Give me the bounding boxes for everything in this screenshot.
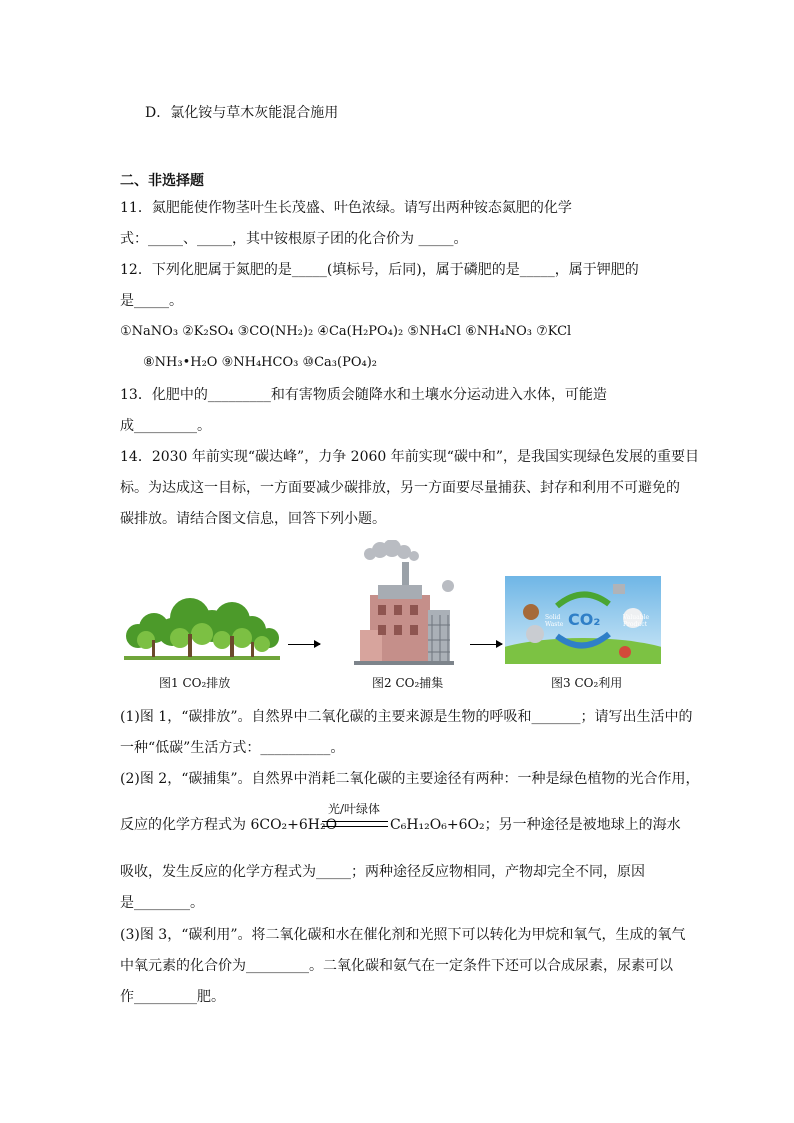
double-line-icon [322, 821, 388, 827]
q11-line2: 式：_____、_____，其中铵根原子团的化合价为 _____。 [120, 231, 468, 247]
q11-line1: 11．氮肥能使作物茎叶生长茂盛、叶色浓绿。请写出两种铵态氮肥的化学 [120, 200, 572, 216]
q12-line1: 12．下列化肥属于氮肥的是_____(填标号，后同)，属于磷肥的是_____，属于钾肥的 [120, 262, 639, 278]
figure2-caption: 图2 CO₂捕集 [372, 676, 444, 690]
figure3-caption: 图3 CO₂利用 [551, 676, 623, 690]
sub3-line1: (3)图 3，“碳利用”。将二氧化碳和水在催化剂和光照下可以转化为甲烷和氧气，生成的氧气 [120, 927, 686, 943]
sub3-line3: 作_________肥。 [120, 989, 225, 1005]
sub2-line4: 是________。 [120, 895, 204, 911]
factory-image [340, 540, 462, 667]
q13-line1: 13．化肥中的_________和有害物质会随降水和土壤水分运动进入水体，可能造 [120, 387, 607, 403]
co2-utilization-image [505, 576, 661, 664]
sub2-line1: (2)图 2，“碳捕集”。自然界中消耗二氧化碳的主要途径有两种：一种是绿色植物的光合作用， [120, 771, 700, 787]
q12-line2: 是_____。 [120, 293, 183, 309]
forest-image [124, 590, 280, 662]
sub2-eq-prefix: 反应的化学方程式为 6CO₂+6H₂O [120, 817, 338, 833]
q14-line1: 14．2030 年前实现“碳达峰”，力争 2060 年前实现“碳中和”，是我国实现绿色发展的重要目 [120, 449, 700, 465]
q12-options-row2: ⑧NH₃•H₂O ⑨NH₄HCO₃ ⑩Ca₃(PO₄)₂ [143, 355, 377, 370]
sub2-eq-suffix: C₆H₁₂O₆+6O₂；另一种途径是被地球上的海水 [390, 817, 681, 833]
q14-line3: 碳排放。请结合图文信息，回答下列小题。 [120, 511, 386, 527]
co2-label: CO₂ [568, 610, 601, 629]
figure1-caption: 图1 CO₂排放 [159, 676, 231, 690]
section-title: 二、非选择题 [120, 173, 204, 189]
q12-options-row1: ①NaNO₃ ②K₂SO₄ ③CO(NH₂)₂ ④Ca(H₂PO₄)₂ ⑤NH₄Cl ⑥NH₄NO₃ ⑦KCl [120, 324, 572, 339]
q13-line2: 成_________。 [120, 418, 211, 434]
solid-waste-label: Solid Waste [545, 614, 564, 628]
arrow-right-icon [470, 644, 502, 645]
sub1-line2: 一种“低碳”生活方式：__________。 [120, 740, 345, 756]
option-d: D．氯化铵与草木灰能混合施用 [145, 105, 339, 121]
sub1-line1: (1)图 1，“碳排放”。自然界中二氧化碳的主要来源是生物的呼吸和_______；请写出生活中的 [120, 709, 693, 725]
sub3-line2: 中氧元素的化合价为_________。二氧化碳和氨气在一定条件下还可以合成尿素，尿素可以 [120, 958, 673, 974]
q14-line2: 标。为达成这一目标，一方面要减少碳排放，另一方面要尽量捕获、封存和利用不可避免的 [120, 480, 680, 496]
eq-condition: 光/叶绿体 [327, 802, 381, 816]
arrow-right-icon [288, 644, 320, 645]
valuable-product-label: Valuable Product [623, 614, 650, 628]
sub2-line3: 吸收，发生反应的化学方程式为_____；两种途径反应物相同，产物却完全不同，原因 [120, 864, 645, 880]
